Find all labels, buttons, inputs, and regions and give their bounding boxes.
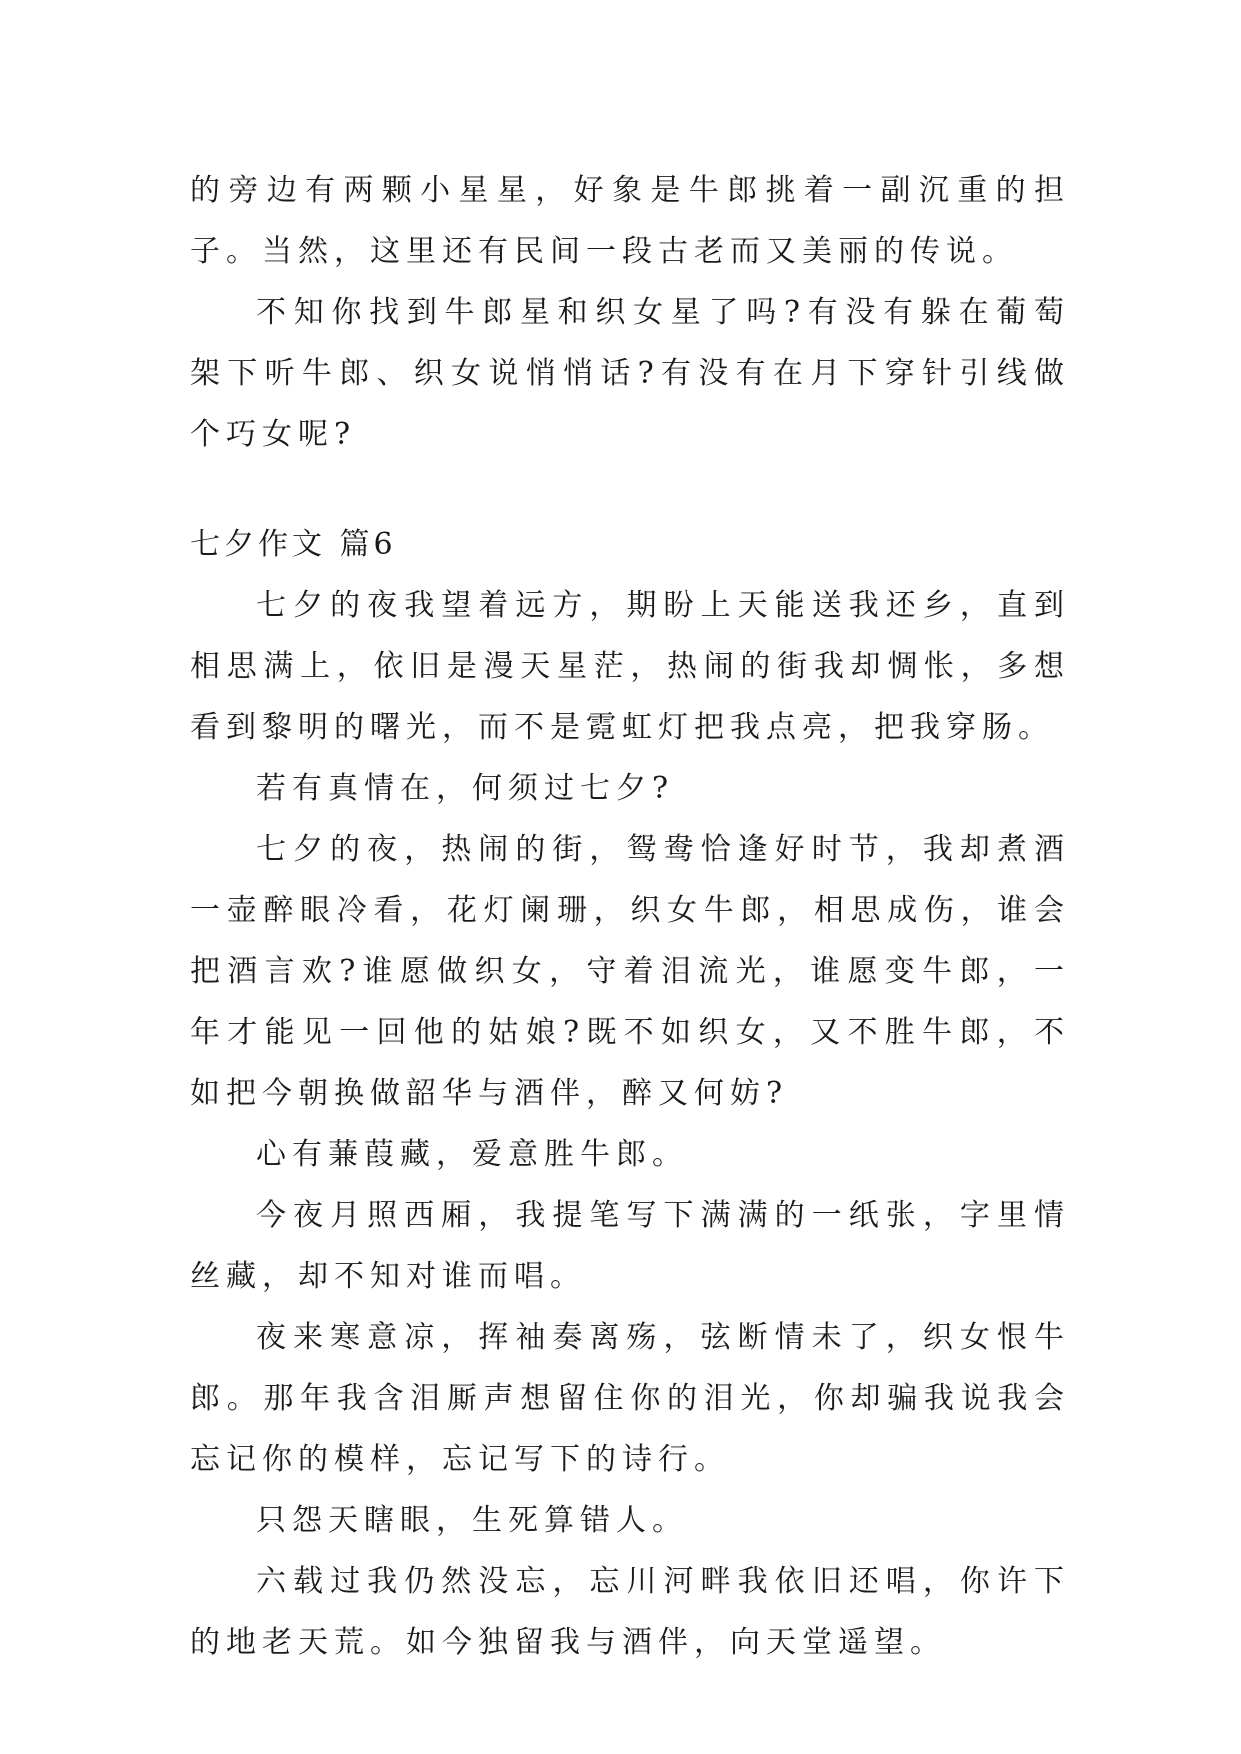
paragraph: 六载过我仍然没忘，忘川河畔我依旧还唱，你许下的地老天荒。如今独留我与酒伴，向天堂遥望。 bbox=[190, 1564, 1070, 1660]
paragraph: 今夜月照西厢，我提笔写下满满的一纸张，字里情丝藏，却不知对谁而唱。 bbox=[190, 1198, 1070, 1294]
paragraph: 七夕的夜，热闹的街，鸳鸯恰逢好时节，我却煮酒一壶醉眼冷看，花灯阑珊，织女牛郎，相思成伤，谁会把酒言欢?谁愿做织女，守着泪流光，谁愿变牛郎，一年才能见一回他的姑娘?既不如织女，又不胜牛郎，不如把今朝换做韶华与酒伴，醉又何妨? bbox=[190, 832, 1070, 1111]
section-title: 七夕作文 篇6 bbox=[190, 527, 397, 562]
paragraph: 不知你找到牛郎星和织女星了吗?有没有躲在葡萄架下听牛郎、织女说悄悄话?有没有在月下穿针引线做个巧女呢? bbox=[190, 295, 1070, 452]
paragraph: 只怨天瞎眼，生死算错人。 bbox=[256, 1503, 688, 1538]
paragraph: 七夕的夜我望着远方，期盼上天能送我还乡，直到相思满上，依旧是漫天星茫，热闹的街我却惆怅，多想看到黎明的曙光，而不是霓虹灯把我点亮，把我穿肠。 bbox=[190, 588, 1070, 745]
document-page bbox=[190, 160, 1070, 1673]
paragraph: 心有蒹葭藏，爱意胜牛郎。 bbox=[256, 1137, 688, 1172]
paragraph: 夜来寒意凉，挥袖奏离殇，弦断情未了，织女恨牛郎。那年我含泪厮声想留住你的泪光，你却骗我说我会忘记你的模样，忘记写下的诗行。 bbox=[190, 1320, 1070, 1477]
paragraph: 若有真情在，何须过七夕? bbox=[256, 771, 675, 806]
paragraph: 的旁边有两颗小星星，好象是牛郎挑着一副沉重的担子。当然，这里还有民间一段古老而又美丽的传说。 bbox=[190, 173, 1070, 269]
